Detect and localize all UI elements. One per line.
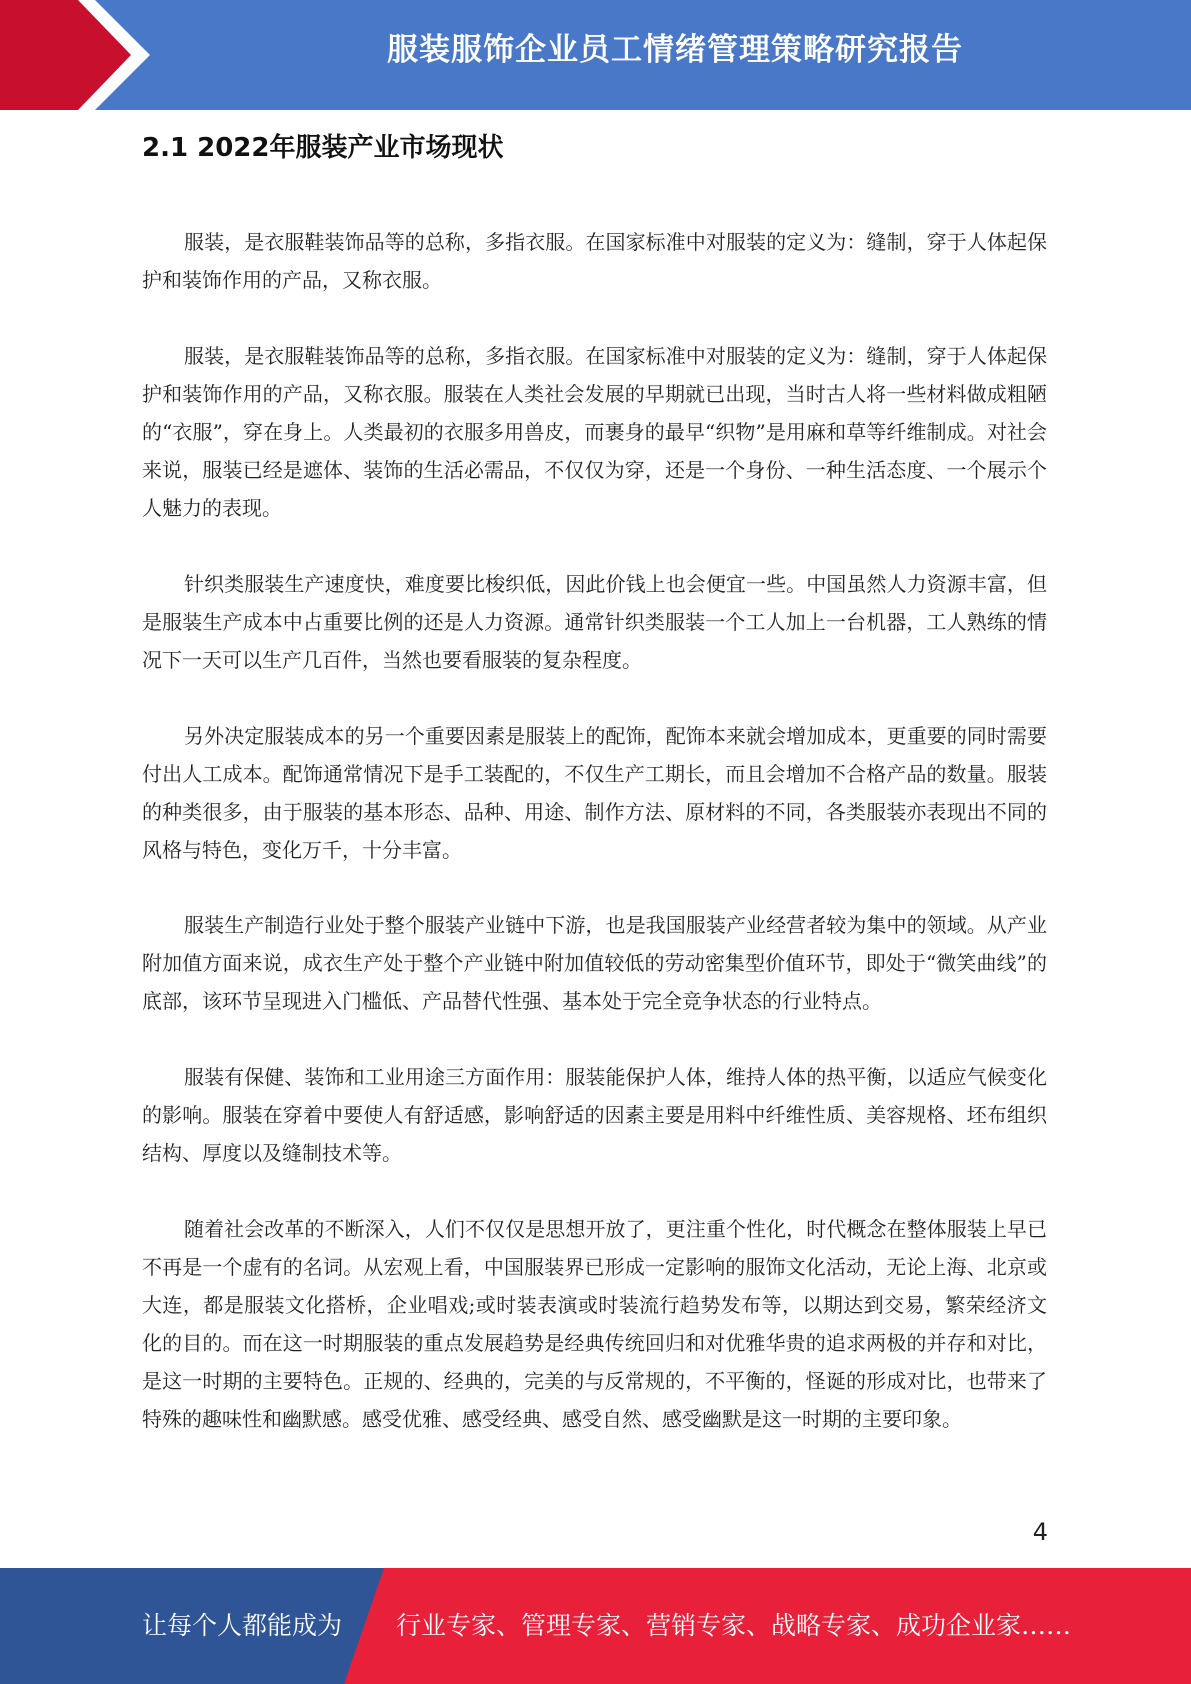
page-number: 4 [1032, 1518, 1048, 1546]
body-paragraph: 服装，是衣服鞋装饰品等的总称，多指衣服。在国家标准中对服装的定义为：缝制，穿于人体起保护和装饰作用的产品，又称衣服。 [142, 230, 1047, 292]
footer-band [0, 1568, 1191, 1684]
footer-slogan-right: 行业专家、管理专家、营销专家、战略专家、成功企业家…… [396, 1611, 1072, 1640]
body-paragraph: 服装，是衣服鞋装饰品等的总称，多指衣服。在国家标准中对服装的定义为：缝制，穿于人体起保护和装饰作用的产品，又称衣服。服装在人类社会发展的早期就已出现，当时古人将一些材料做成粗陋的“衣服”，穿在身上。人类最初的衣服多用兽皮，而裹身的最早“织物”是用麻和草等纤维制成。对社会来说，服装已经是遮体、装饰的生活必需品，不仅仅为穿，还是一个身份、一种生活态度、一个展示个人魅力的表现。 [142, 344, 1047, 520]
body-paragraph: 服装有保健、装饰和工业用途三方面作用：服装能保护人体，维持人体的热平衡，以适应气候变化的影响。服装在穿着中要使人有舒适感，影响舒适的因素主要是用料中纤维性质、美容规格、坯布组织结构、厚度以及缝制技术等。 [142, 1065, 1047, 1165]
chevron-arrow-icon [0, 0, 160, 110]
body-paragraph: 服装生产制造行业处于整个服装产业链中下游，也是我国服装产业经营者较为集中的领域。从产业附加值方面来说，成衣生产处于整个产业链中附加值较低的劳动密集型价值环节，即处于“微笑曲线”的底部，该环节呈现进入门槛低、产品替代性强、基本处于完全竞争状态的行业特点。 [142, 913, 1047, 1013]
body-paragraph: 针织类服装生产速度快，难度要比梭织低，因此价钱上也会便宜一些。中国虽然人力资源丰富，但是服装生产成本中占重要比例的还是人力资源。通常针织类服装一个工人加上一台机器，工人熟练的情况下一天可以生产几百件，当然也要看服装的复杂程度。 [142, 572, 1047, 672]
body-paragraph: 另外决定服装成本的另一个重要因素是服装上的配饰，配饰本来就会增加成本，更重要的同时需要付出人工成本。配饰通常情况下是手工装配的，不仅生产工期长，而且会增加不合格产品的数量。服装的种类很多，由于服装的基本形态、品种、用途、制作方法、原材料的不同，各类服装亦表现出不同的风格与特色，变化万千，十分丰富。 [142, 724, 1047, 862]
report-header-band [0, 0, 1191, 110]
section-heading: 2.1 2022年服装产业市场现状 [142, 133, 504, 163]
footer-slogan-left: 让每个人都能成为 [142, 1611, 343, 1640]
body-paragraph: 随着社会改革的不断深入，人们不仅仅是思想开放了，更注重个性化，时代概念在整体服装上早已不再是一个虚有的名词。从宏观上看，中国服装界已形成一定影响的服饰文化活动，无论上海、北京或大连，都是服装文化搭桥，企业唱戏;或时装表演或时装流行趋势发布等，以期达到交易，繁荣经济文化的目的。而在这一时期服装的重点发展趋势是经典传统回归和对优雅华贵的追求两极的并存和对比，是这一时期的主要特色。正规的、经典的，完美的与反常规的，不平衡的，怪诞的形成对比，也带来了特殊的趣味性和幽默感。感受优雅、感受经典、感受自然、感受幽默是这一时期的主要印象。 [142, 1217, 1047, 1431]
report-title: 服装服饰企业员工情绪管理策略研究报告 [387, 32, 963, 68]
